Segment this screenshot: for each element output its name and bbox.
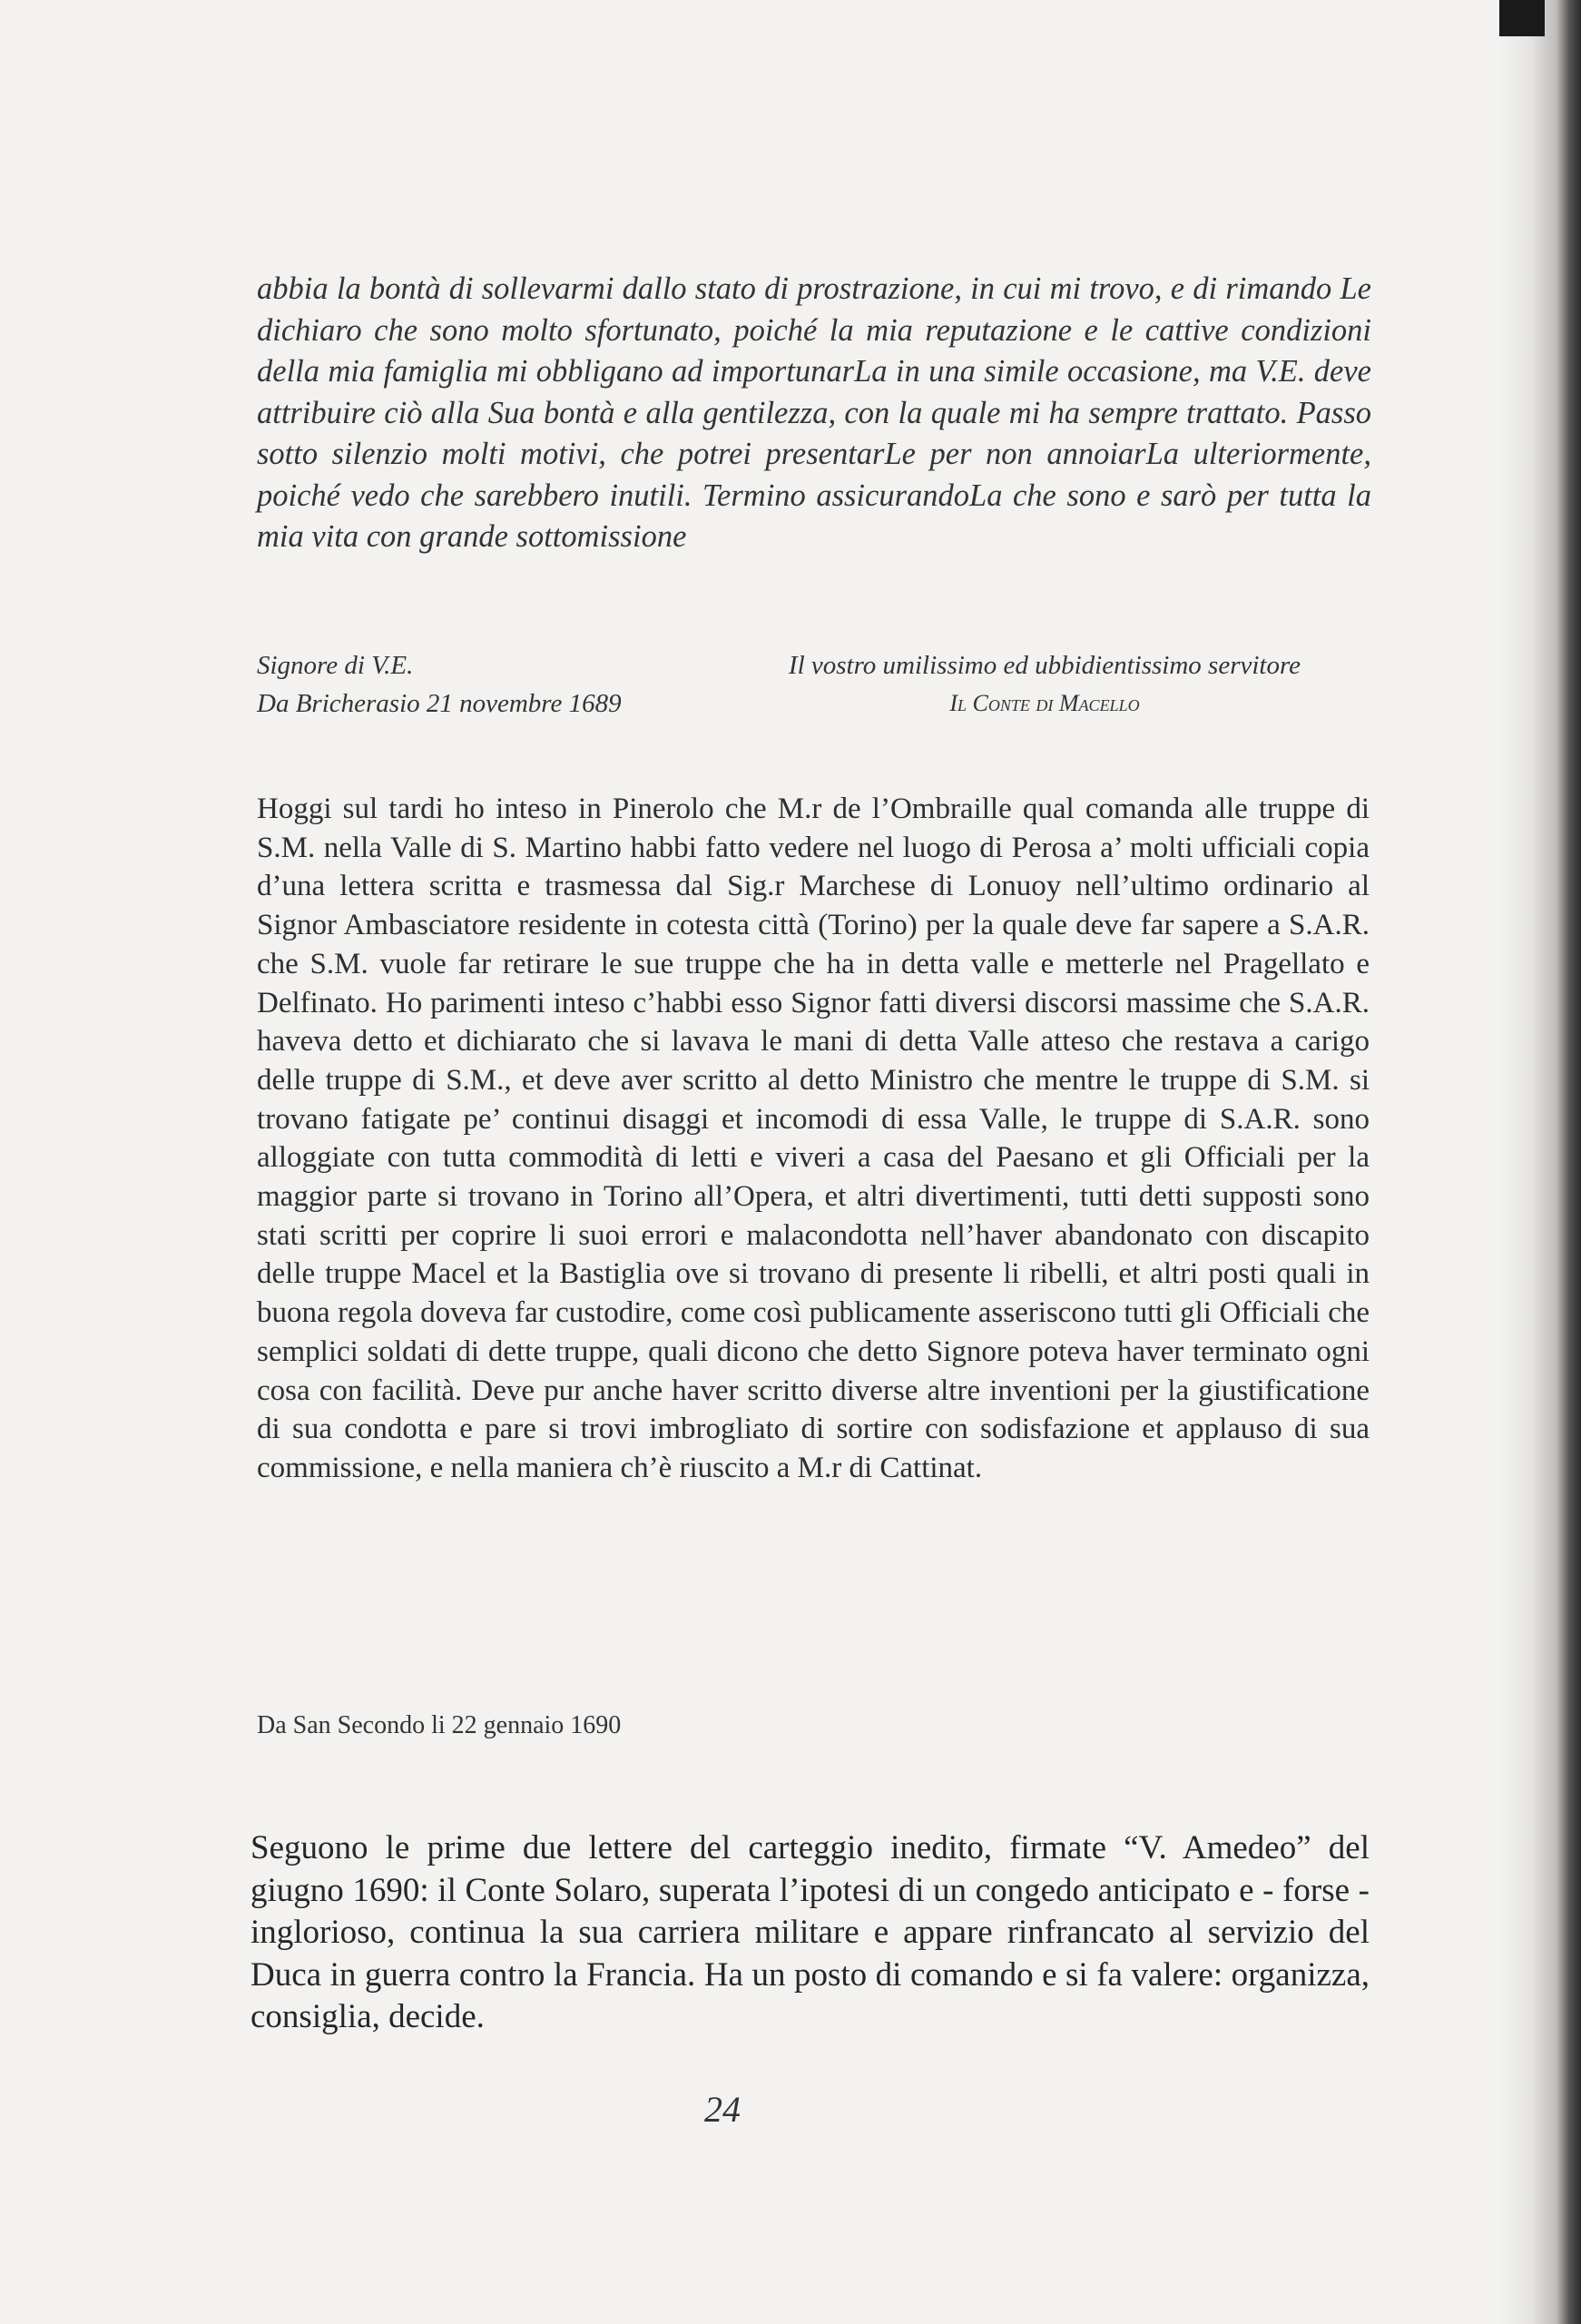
page-binding-edge xyxy=(1499,0,1581,2324)
letter-signature-block xyxy=(257,646,1371,723)
commentary-body: Seguono le prime due lettere del carteggio inedito, firmate “V. Amedeo” del giugno 1690: il Conte Solaro, superata l’ipotesi di un congedo anticipato e - forse - inglorioso, continua la sua carriera militare e appare rinfrancato al servizio del Duca in guerra contro la Francia. Ha un posto di comando e si fa valere: organizza, consiglia, decide. xyxy=(250,1829,1370,2035)
letter-salutation: Signore di V.E. xyxy=(257,651,414,680)
page-binding-shadow xyxy=(1499,0,1545,36)
letter-place-date: Da Bricherasio 21 novembre 1689 xyxy=(257,689,622,718)
report-excerpt xyxy=(257,790,1370,1488)
commentary-paragraph xyxy=(250,1827,1370,2039)
letter-signature: Il Conte di Macello xyxy=(949,690,1140,716)
letter-closing: Il vostro umilissimo ed ubbidientissimo servitore xyxy=(788,651,1301,680)
page-number: 24 xyxy=(704,2089,741,2130)
letter-body: abbia la bontà di sollevarmi dallo stato di prostrazione, in cui mi trovo, e di rimando Le dichiaro che sono molto sfortunato, poiché la mia reputazione e le cattive condizioni della mia famiglia mi obbligano ad importunarLa in una simile occasione, ma V.E. deve attribuire ciò alla Sua bontà e alla gentilezza, con la quale mi ha sempre trattato. Passo sotto silenzio molti motivi, che potrei presentarLe per non annoiarLa ulteriormente, poiché vedo che sarebbero inutili. Termino assicurandoLa che sono e sarò per tutta la mia vita con grande sottomissione xyxy=(257,271,1371,554)
signature-row-1 xyxy=(257,646,1371,684)
signature-row-2 xyxy=(257,684,1371,723)
report-dateline: Da San Secondo li 22 gennaio 1690 xyxy=(257,1711,622,1739)
letter-excerpt xyxy=(257,269,1371,558)
report-body: Hoggi sul tardi ho inteso in Pinerolo che M.r de l’Ombraille qual comanda alle truppe di S.M. nella Valle di S. Martino habbi fatto vedere nel luogo di Perosa a’ molti ufficiali copia d’una lettera scritta e trasmessa dal Sig.r Marchese di Lonuoy nell’ultimo ordinario al Signor Ambasciatore residente in cotesta città (Torino) per la quale deve far sapere a S.A.R. che S.M. vuole far retirare le sue truppe che ha in detta valle e metterle nel Pragellato e Delfinato. Ho parimenti inteso c’habbi esso Signor fatti diversi discorsi massime che S.A.R. haveva detto et dichiarato che si lavava le mani di detta Valle atteso che restava a carigo delle truppe di S.M., et deve aver scritto al detto Ministro che mentre le truppe di S.M. si trovano fatigate pe’ continui disaggi et incomodi di essa Valle, le truppe di S.A.R. sono alloggiate con tutta commodità di letti e viveri a casa del Paesano et gli Officiali per la maggior parte si trovano in Torino all’Opera, et altri divertimenti, tutti detti supposti sono stati scritti per coprire li suoi errori e malacondotta nell’haver abandonato con discapito delle truppe Macel et la Bastiglia ove si trovano di presente li ribelli, et altri posti quali in buona regola doveva far custodire, come così publicamente asseriscono tutti gli Officiali che semplici soldati di dette truppe, quali dicono che detto Signore poteva haver terminato ogni cosa con facilità. Deve pur anche haver scritto diverse altre inventioni per la giustificatione di sua condotta e pare si trovi imbrogliato di sortire con sodisfazione et applauso di sua commissione, e nella maniera ch’è riuscito a M.r di Cattinat. xyxy=(257,793,1370,1484)
